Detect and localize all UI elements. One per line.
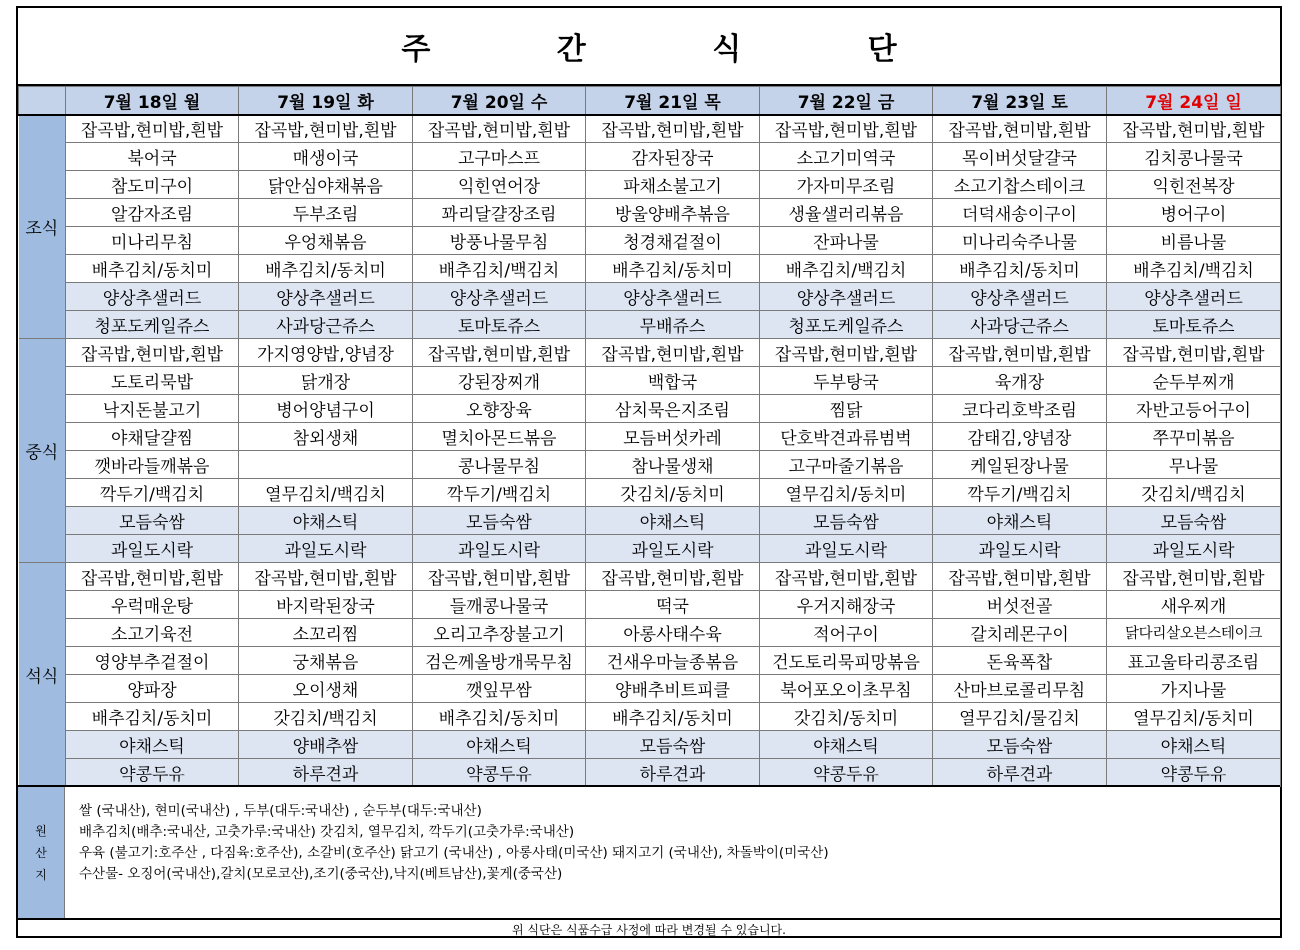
menu-cell: 갓김치/동치미 xyxy=(760,703,933,731)
menu-cell: 참나물생채 xyxy=(586,451,760,479)
menu-cell xyxy=(239,451,413,479)
menu-cell: 모듬숙쌈 xyxy=(66,507,239,535)
menu-cell: 모듬버섯카레 xyxy=(586,423,760,451)
menu-cell: 양상추샐러드 xyxy=(760,283,933,311)
menu-cell: 양상추샐러드 xyxy=(933,283,1107,311)
menu-cell: 익힌전복장 xyxy=(1107,171,1281,199)
menu-cell: 하루견과 xyxy=(239,759,413,787)
menu-row xyxy=(19,171,1281,199)
menu-cell: 잡곡밥,현미밥,흰밥 xyxy=(413,339,586,367)
menu-cell: 잡곡밥,현미밥,흰밥 xyxy=(1107,115,1281,143)
menu-cell: 멸치아몬드볶음 xyxy=(413,423,586,451)
menu-cell: 야채스틱 xyxy=(586,507,760,535)
menu-row xyxy=(19,255,1281,283)
menu-cell: 깍두기/백김치 xyxy=(413,479,586,507)
menu-cell: 사과당근쥬스 xyxy=(933,311,1107,339)
menu-row xyxy=(19,451,1281,479)
menu-row xyxy=(19,647,1281,675)
menu-cell: 야채달걀찜 xyxy=(66,423,239,451)
menu-cell: 과일도시락 xyxy=(933,535,1107,563)
menu-cell: 궁채볶음 xyxy=(239,647,413,675)
menu-row xyxy=(19,759,1281,787)
menu-cell: 소고기육전 xyxy=(66,619,239,647)
menu-cell: 낙지돈불고기 xyxy=(66,395,239,423)
menu-row xyxy=(19,563,1281,591)
menu-cell: 청포도케일쥬스 xyxy=(760,311,933,339)
menu-cell: 갈치레몬구이 xyxy=(933,619,1107,647)
menu-row xyxy=(19,367,1281,395)
menu-cell: 우럭매운탕 xyxy=(66,591,239,619)
menu-cell: 참외생채 xyxy=(239,423,413,451)
meal-label: 중식 xyxy=(19,339,66,563)
menu-cell: 두부조림 xyxy=(239,199,413,227)
menu-cell: 모듬숙쌈 xyxy=(586,731,760,759)
menu-cell: 잡곡밥,현미밥,흰밥 xyxy=(413,115,586,143)
menu-cell: 콩나물무침 xyxy=(413,451,586,479)
menu-cell: 건새우마늘종볶음 xyxy=(586,647,760,675)
menu-cell: 배추김치/백김치 xyxy=(760,255,933,283)
menu-cell: 배추김치/백김치 xyxy=(413,255,586,283)
menu-cell: 양상추샐러드 xyxy=(586,283,760,311)
menu-cell: 미나리숙주나물 xyxy=(933,227,1107,255)
menu-cell: 과일도시락 xyxy=(413,535,586,563)
origin-line: 쌀 (국내산), 현미(국내산) , 두부(대두:국내산) , 순두부(대두:국내산) xyxy=(79,803,482,819)
menu-cell: 양배추비트피클 xyxy=(586,675,760,703)
day-header: 7월 21일 목 xyxy=(586,87,760,115)
menu-cell: 자반고등어구이 xyxy=(1107,395,1281,423)
menu-cell: 잡곡밥,현미밥,흰밥 xyxy=(933,339,1107,367)
menu-cell: 모듬숙쌈 xyxy=(933,731,1107,759)
menu-cell: 익힌연어장 xyxy=(413,171,586,199)
menu-cell: 열무김치/백김치 xyxy=(239,479,413,507)
menu-cell: 배추김치/백김치 xyxy=(1107,255,1281,283)
menu-cell: 과일도시락 xyxy=(239,535,413,563)
menu-row xyxy=(19,199,1281,227)
menu-cell: 야채스틱 xyxy=(933,507,1107,535)
menu-cell: 북어국 xyxy=(66,143,239,171)
menu-cell: 방풍나물무침 xyxy=(413,227,586,255)
menu-row xyxy=(19,283,1281,311)
menu-cell: 잡곡밥,현미밥,흰밥 xyxy=(933,115,1107,143)
menu-cell: 감태김,양념장 xyxy=(933,423,1107,451)
menu-cell: 산마브로콜리무침 xyxy=(933,675,1107,703)
menu-body xyxy=(19,115,1281,787)
menu-cell: 약콩두유 xyxy=(760,759,933,787)
menu-cell: 두부탕국 xyxy=(760,367,933,395)
menu-cell: 깍두기/백김치 xyxy=(933,479,1107,507)
menu-cell: 모듬숙쌈 xyxy=(413,507,586,535)
menu-cell: 오향장육 xyxy=(413,395,586,423)
origin-label-char: 원 xyxy=(35,823,47,838)
menu-cell: 깍두기/백김치 xyxy=(66,479,239,507)
menu-cell: 잡곡밥,현미밥,흰밥 xyxy=(66,563,239,591)
menu-cell: 미나리무침 xyxy=(66,227,239,255)
menu-cell: 참도미구이 xyxy=(66,171,239,199)
menu-cell: 삼치묵은지조림 xyxy=(586,395,760,423)
menu-cell: 잡곡밥,현미밥,흰밥 xyxy=(239,563,413,591)
menu-row xyxy=(19,507,1281,535)
menu-cell: 배추김치/동치미 xyxy=(66,703,239,731)
menu-cell: 오이생채 xyxy=(239,675,413,703)
menu-cell: 깻잎무쌈 xyxy=(413,675,586,703)
menu-row xyxy=(19,395,1281,423)
menu-row xyxy=(19,115,1281,143)
weekly-menu-sheet xyxy=(16,6,1282,938)
menu-cell: 양상추샐러드 xyxy=(413,283,586,311)
menu-cell: 케일된장나물 xyxy=(933,451,1107,479)
menu-cell: 잡곡밥,현미밥,흰밥 xyxy=(239,115,413,143)
menu-cell: 야채스틱 xyxy=(239,507,413,535)
menu-cell: 배추김치/동치미 xyxy=(66,255,239,283)
menu-cell: 열무김치/동치미 xyxy=(760,479,933,507)
menu-cell: 무배쥬스 xyxy=(586,311,760,339)
menu-cell: 잡곡밥,현미밥,흰밥 xyxy=(760,115,933,143)
origin-line: 우육 (불고기:호주산 , 다짐육:호주산), 소갈비(호주산) 닭고기 (국내산) , 아롱사태(미국산) 돼지고기 (국내산), 차돌박이(미국산) xyxy=(79,845,829,861)
menu-cell: 갓김치/백김치 xyxy=(1107,479,1281,507)
menu-cell: 약콩두유 xyxy=(413,759,586,787)
origin-label-char: 지 xyxy=(35,867,47,882)
menu-cell: 갓김치/동치미 xyxy=(586,479,760,507)
menu-cell: 알감자조림 xyxy=(66,199,239,227)
menu-cell: 배추김치/동치미 xyxy=(239,255,413,283)
menu-row xyxy=(19,339,1281,367)
origin-label xyxy=(18,787,65,918)
menu-cell: 표고울타리콩조림 xyxy=(1107,647,1281,675)
menu-cell: 잡곡밥,현미밥,흰밥 xyxy=(586,339,760,367)
day-header-sunday: 7월 24일 일 xyxy=(1107,87,1281,115)
menu-cell: 잡곡밥,현미밥,흰밥 xyxy=(1107,339,1281,367)
menu-cell: 잡곡밥,현미밥,흰밥 xyxy=(413,563,586,591)
menu-cell: 파채소불고기 xyxy=(586,171,760,199)
menu-cell: 고구마스프 xyxy=(413,143,586,171)
menu-row xyxy=(19,479,1281,507)
menu-cell: 적어구이 xyxy=(760,619,933,647)
day-header-row xyxy=(19,87,1281,115)
menu-table xyxy=(18,86,1281,787)
menu-cell: 양배추쌈 xyxy=(239,731,413,759)
menu-cell: 하루견과 xyxy=(586,759,760,787)
menu-cell: 토마토쥬스 xyxy=(413,311,586,339)
menu-cell: 과일도시락 xyxy=(1107,535,1281,563)
menu-cell: 가자미무조림 xyxy=(760,171,933,199)
menu-cell: 찜닭 xyxy=(760,395,933,423)
day-header: 7월 22일 금 xyxy=(760,87,933,115)
menu-cell: 육개장 xyxy=(933,367,1107,395)
menu-row xyxy=(19,619,1281,647)
menu-cell: 병어구이 xyxy=(1107,199,1281,227)
menu-cell: 무나물 xyxy=(1107,451,1281,479)
menu-cell: 꽈리달걀장조림 xyxy=(413,199,586,227)
menu-cell: 배추김치/동치미 xyxy=(586,703,760,731)
menu-cell: 건도토리묵피망볶음 xyxy=(760,647,933,675)
origin-line: 수산물- 오징어(국내산),갈치(모로코산),조기(중국산),낙지(베트남산),꽃게(중국산) xyxy=(79,866,563,882)
menu-cell: 새우찌개 xyxy=(1107,591,1281,619)
menu-cell: 소고기찹스테이크 xyxy=(933,171,1107,199)
meal-label: 석식 xyxy=(19,563,66,787)
menu-cell: 소꼬리찜 xyxy=(239,619,413,647)
menu-cell: 순두부찌개 xyxy=(1107,367,1281,395)
menu-row xyxy=(19,675,1281,703)
menu-cell: 버섯전골 xyxy=(933,591,1107,619)
menu-cell: 잡곡밥,현미밥,흰밥 xyxy=(66,339,239,367)
menu-cell: 약콩두유 xyxy=(66,759,239,787)
origin-label-char: 산 xyxy=(35,845,47,860)
menu-cell: 과일도시락 xyxy=(760,535,933,563)
day-header: 7월 18일 월 xyxy=(66,87,239,115)
menu-cell: 병어양념구이 xyxy=(239,395,413,423)
menu-cell: 양파장 xyxy=(66,675,239,703)
menu-cell: 닭개장 xyxy=(239,367,413,395)
menu-cell: 모듬숙쌈 xyxy=(760,507,933,535)
menu-cell: 매생이국 xyxy=(239,143,413,171)
menu-cell: 목이버섯달걀국 xyxy=(933,143,1107,171)
menu-cell: 야채스틱 xyxy=(760,731,933,759)
menu-cell: 배추김치/동치미 xyxy=(586,255,760,283)
menu-cell: 과일도시락 xyxy=(586,535,760,563)
menu-cell: 잡곡밥,현미밥,흰밥 xyxy=(1107,563,1281,591)
origin-section xyxy=(18,785,1280,920)
menu-cell: 코다리호박조림 xyxy=(933,395,1107,423)
menu-cell: 잔파나물 xyxy=(760,227,933,255)
day-header: 7월 23일 토 xyxy=(933,87,1107,115)
menu-cell: 돈육폭찹 xyxy=(933,647,1107,675)
menu-cell: 하루견과 xyxy=(933,759,1107,787)
menu-cell: 오리고추장불고기 xyxy=(413,619,586,647)
menu-cell: 잡곡밥,현미밥,흰밥 xyxy=(933,563,1107,591)
menu-cell: 잡곡밥,현미밥,흰밥 xyxy=(66,115,239,143)
menu-cell: 소고기미역국 xyxy=(760,143,933,171)
menu-cell: 깻바라들깨볶음 xyxy=(66,451,239,479)
menu-cell: 바지락된장국 xyxy=(239,591,413,619)
menu-cell: 검은께올방개묵무침 xyxy=(413,647,586,675)
day-header: 7월 19일 화 xyxy=(239,87,413,115)
menu-cell: 방울양배추볶음 xyxy=(586,199,760,227)
menu-cell: 약콩두유 xyxy=(1107,759,1281,787)
menu-cell: 열무김치/동치미 xyxy=(1107,703,1281,731)
menu-row xyxy=(19,703,1281,731)
menu-row xyxy=(19,535,1281,563)
menu-cell: 닭다리살오븐스테이크 xyxy=(1107,619,1281,647)
menu-cell: 배추김치/동치미 xyxy=(933,255,1107,283)
menu-cell: 쭈꾸미볶음 xyxy=(1107,423,1281,451)
menu-cell: 열무김치/물김치 xyxy=(933,703,1107,731)
page-title: 주 간 식 단 xyxy=(18,8,1280,86)
menu-cell: 강된장찌개 xyxy=(413,367,586,395)
meal-label: 조식 xyxy=(19,115,66,339)
menu-cell: 잡곡밥,현미밥,흰밥 xyxy=(586,115,760,143)
menu-cell: 김치콩나물국 xyxy=(1107,143,1281,171)
menu-cell: 가지영양밥,양념장 xyxy=(239,339,413,367)
menu-cell: 잡곡밥,현미밥,흰밥 xyxy=(586,563,760,591)
menu-cell: 야채스틱 xyxy=(66,731,239,759)
menu-cell: 아롱사태수육 xyxy=(586,619,760,647)
origin-line: 배추김치(배추:국내산, 고춧가루:국내산) 갓김치, 열무김치, 깍두기(고춧가루:국내산) xyxy=(79,824,575,840)
menu-cell: 양상추샐러드 xyxy=(239,283,413,311)
menu-row xyxy=(19,591,1281,619)
menu-cell: 북어포오이초무침 xyxy=(760,675,933,703)
menu-cell: 사과당근쥬스 xyxy=(239,311,413,339)
menu-cell: 청경채겉절이 xyxy=(586,227,760,255)
menu-cell: 토마토쥬스 xyxy=(1107,311,1281,339)
menu-cell: 갓김치/백김치 xyxy=(239,703,413,731)
origin-lines xyxy=(65,787,829,918)
menu-cell: 더덕새송이구이 xyxy=(933,199,1107,227)
menu-cell: 영양부추겉절이 xyxy=(66,647,239,675)
menu-cell: 들깨콩나물국 xyxy=(413,591,586,619)
menu-row xyxy=(19,227,1281,255)
footer-note: 위 식단은 식품수급 사정에 따라 변경될 수 있습니다. xyxy=(512,922,786,937)
menu-row xyxy=(19,311,1281,339)
menu-cell: 잡곡밥,현미밥,흰밥 xyxy=(760,339,933,367)
menu-cell: 고구마줄기볶음 xyxy=(760,451,933,479)
menu-cell: 백합국 xyxy=(586,367,760,395)
menu-cell: 닭안심야채볶음 xyxy=(239,171,413,199)
menu-cell: 도토리묵밥 xyxy=(66,367,239,395)
menu-cell: 생율샐러리볶음 xyxy=(760,199,933,227)
menu-cell: 우거지해장국 xyxy=(760,591,933,619)
menu-cell: 비름나물 xyxy=(1107,227,1281,255)
menu-cell: 가지나물 xyxy=(1107,675,1281,703)
header-corner xyxy=(19,87,66,115)
menu-cell: 잡곡밥,현미밥,흰밥 xyxy=(760,563,933,591)
menu-cell: 떡국 xyxy=(586,591,760,619)
menu-cell: 감자된장국 xyxy=(586,143,760,171)
menu-cell: 모듬숙쌈 xyxy=(1107,507,1281,535)
menu-cell: 양상추샐러드 xyxy=(66,283,239,311)
menu-cell: 배추김치/동치미 xyxy=(413,703,586,731)
menu-cell: 우엉채볶음 xyxy=(239,227,413,255)
menu-row xyxy=(19,143,1281,171)
menu-cell: 단호박견과류범벅 xyxy=(760,423,933,451)
day-header: 7월 20일 수 xyxy=(413,87,586,115)
menu-cell: 야채스틱 xyxy=(1107,731,1281,759)
menu-row xyxy=(19,423,1281,451)
menu-cell: 야채스틱 xyxy=(413,731,586,759)
menu-cell: 과일도시락 xyxy=(66,535,239,563)
menu-cell: 청포도케일쥬스 xyxy=(66,311,239,339)
menu-cell: 양상추샐러드 xyxy=(1107,283,1281,311)
menu-row xyxy=(19,731,1281,759)
